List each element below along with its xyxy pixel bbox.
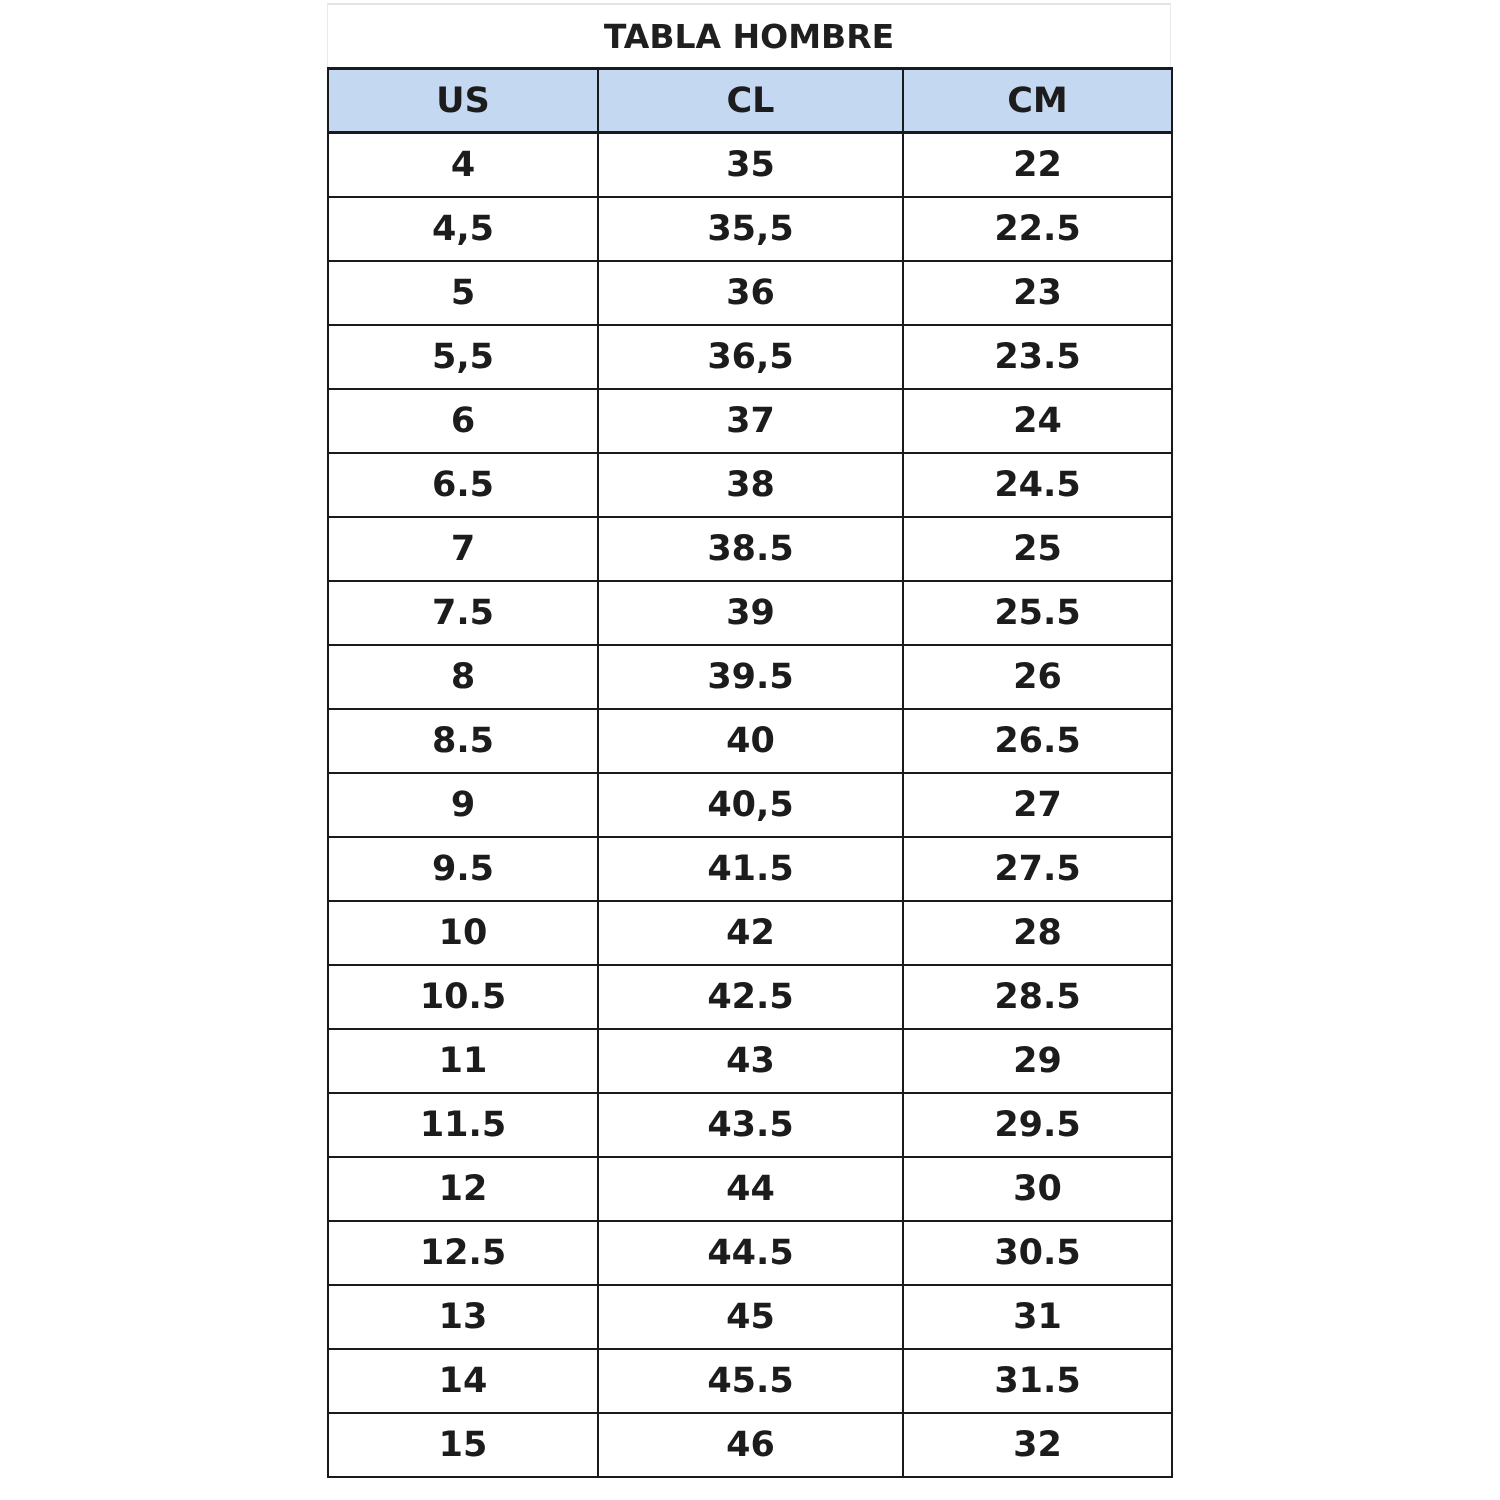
header-cm: CM [903, 69, 1172, 133]
header-cl: CL [598, 69, 903, 133]
cell-us: 13 [328, 1285, 598, 1349]
cell-cm: 28.5 [903, 965, 1172, 1029]
cell-cl: 36 [598, 261, 903, 325]
cell-us: 11 [328, 1029, 598, 1093]
table-row [328, 581, 1172, 645]
cell-cm: 27 [903, 773, 1172, 837]
cell-cm: 22 [903, 133, 1172, 198]
cell-cm: 29 [903, 1029, 1172, 1093]
cell-us: 15 [328, 1413, 598, 1477]
table-row [328, 1413, 1172, 1477]
cell-cl: 45 [598, 1285, 903, 1349]
table-body [328, 133, 1172, 1478]
table-row [328, 389, 1172, 453]
cell-us: 6.5 [328, 453, 598, 517]
table-row [328, 901, 1172, 965]
cell-us: 11.5 [328, 1093, 598, 1157]
table-row [328, 1285, 1172, 1349]
cell-cl: 41.5 [598, 837, 903, 901]
table-header [328, 69, 1172, 133]
cell-cl: 46 [598, 1413, 903, 1477]
cell-cm: 25.5 [903, 581, 1172, 645]
size-chart [327, 3, 1171, 1500]
cell-cm: 30 [903, 1157, 1172, 1221]
cell-cl: 43.5 [598, 1093, 903, 1157]
cell-us: 4,5 [328, 197, 598, 261]
table-row [328, 965, 1172, 1029]
cell-us: 4 [328, 133, 598, 198]
cell-cm: 31 [903, 1285, 1172, 1349]
header-row [328, 69, 1172, 133]
cell-cm: 22.5 [903, 197, 1172, 261]
table-row [328, 1029, 1172, 1093]
cell-us: 10 [328, 901, 598, 965]
cell-cl: 38 [598, 453, 903, 517]
header-us: US [328, 69, 598, 133]
cell-us: 7.5 [328, 581, 598, 645]
cell-cl: 44.5 [598, 1221, 903, 1285]
cell-us: 9 [328, 773, 598, 837]
cell-cm: 23.5 [903, 325, 1172, 389]
cell-cl: 39.5 [598, 645, 903, 709]
cell-cl: 36,5 [598, 325, 903, 389]
cell-us: 12.5 [328, 1221, 598, 1285]
cell-cl: 38.5 [598, 517, 903, 581]
cell-us: 8 [328, 645, 598, 709]
cell-us: 8.5 [328, 709, 598, 773]
table-row [328, 261, 1172, 325]
cell-cm: 31.5 [903, 1349, 1172, 1413]
table-title: TABLA HOMBRE [327, 3, 1171, 67]
cell-cl: 39 [598, 581, 903, 645]
table-row [328, 197, 1172, 261]
cell-us: 5 [328, 261, 598, 325]
cell-cl: 42.5 [598, 965, 903, 1029]
cell-cm: 27.5 [903, 837, 1172, 901]
table-row [328, 645, 1172, 709]
cell-us: 5,5 [328, 325, 598, 389]
cell-cm: 24 [903, 389, 1172, 453]
cell-cl: 45.5 [598, 1349, 903, 1413]
cell-us: 10.5 [328, 965, 598, 1029]
cell-us: 12 [328, 1157, 598, 1221]
cell-cl: 44 [598, 1157, 903, 1221]
table-row [328, 453, 1172, 517]
table-row [328, 837, 1172, 901]
cell-cm: 23 [903, 261, 1172, 325]
size-table [327, 67, 1173, 1478]
cell-cl: 42 [598, 901, 903, 965]
cell-cl: 40 [598, 709, 903, 773]
cell-us: 7 [328, 517, 598, 581]
cell-cl: 40,5 [598, 773, 903, 837]
cell-us: 9.5 [328, 837, 598, 901]
table-row [328, 133, 1172, 198]
table-row [328, 325, 1172, 389]
cell-cl: 43 [598, 1029, 903, 1093]
cell-cm: 26 [903, 645, 1172, 709]
cell-cm: 32 [903, 1413, 1172, 1477]
cell-cl: 35,5 [598, 197, 903, 261]
cell-cm: 26.5 [903, 709, 1172, 773]
table-row [328, 773, 1172, 837]
table-row [328, 517, 1172, 581]
table-row [328, 1349, 1172, 1413]
table-row [328, 1093, 1172, 1157]
cell-cm: 25 [903, 517, 1172, 581]
cell-cm: 30.5 [903, 1221, 1172, 1285]
table-row [328, 1221, 1172, 1285]
cell-us: 6 [328, 389, 598, 453]
cell-us: 14 [328, 1349, 598, 1413]
table-row [328, 1157, 1172, 1221]
table-row [328, 709, 1172, 773]
cell-cm: 29.5 [903, 1093, 1172, 1157]
cell-cl: 37 [598, 389, 903, 453]
cell-cm: 24.5 [903, 453, 1172, 517]
cell-cm: 28 [903, 901, 1172, 965]
cell-cl: 35 [598, 133, 903, 198]
